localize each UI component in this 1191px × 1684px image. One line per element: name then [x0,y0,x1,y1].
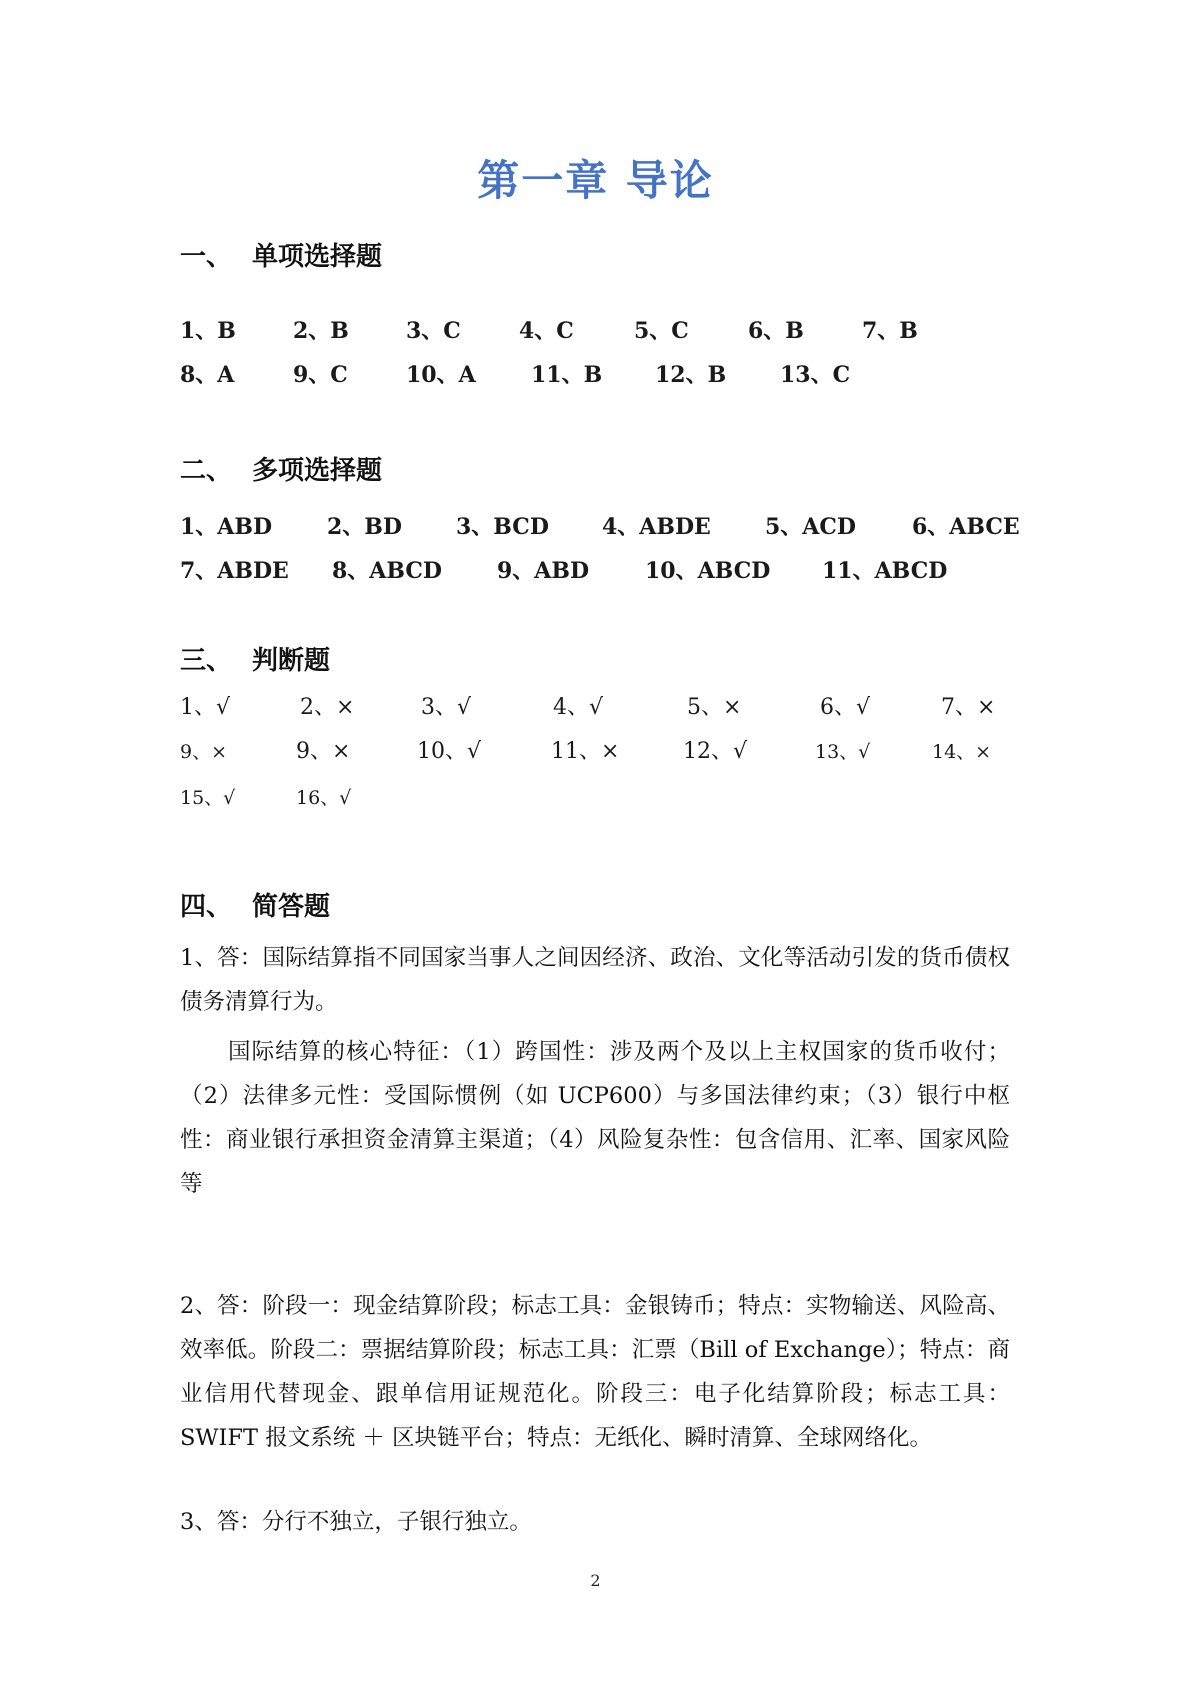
answer-item: 11、B [531,362,603,388]
answer-item: 6、√ [820,695,871,720]
answer-item: 13、√ [815,741,871,763]
answer-item: 7、ABDE [180,558,289,584]
answer-item: 3、BCD [456,514,549,540]
answer-item: 5、C [634,318,689,344]
answer-item: 2、× [300,695,355,720]
answer-item: 4、C [519,318,574,344]
answer-item: 1、√ [180,695,231,720]
section-heading-multi-choice [180,450,382,487]
answer-item: 10、ABCD [645,558,771,584]
answer-item: 2、BD [327,514,402,540]
section-number: 一、 [180,242,233,272]
section-heading-short-answer [180,886,330,923]
answer-item: 14、× [932,741,992,763]
answer-item: 9、× [180,741,228,763]
section-heading-single-choice [180,236,382,273]
section-title: 判断题 [252,646,331,676]
section-number: 四、 [180,892,233,922]
answer-item: 8、A [180,362,235,388]
answer-item: 4、ABDE [602,514,711,540]
answer-item: 2、B [293,318,349,344]
section-title: 单项选择题 [252,242,383,272]
answer-item: 9、ABD [497,558,590,584]
answer-item: 12、B [655,362,727,388]
answer-item: 3、√ [421,695,472,720]
answer-item: 9、C [293,362,348,388]
section-title: 简答题 [252,892,331,922]
answer-item: 4、√ [553,695,604,720]
answer-item: 16、√ [296,787,352,809]
answer-item: 8、ABCD [332,558,442,584]
page-number: 2 [590,1571,601,1590]
answer-paragraph: 1、答：国际结算指不同国家当事人之间因经济、政治、文化等活动引发的货币债权债务清算行为。 [180,945,1010,1015]
answer-item: 15、√ [180,787,236,809]
answer-item: 11、ABCD [822,558,948,584]
answer-item: 9、× [296,739,351,764]
answer-item: 3、C [406,318,461,344]
answer-item: 11、× [551,739,620,764]
answer-item: 6、B [748,318,804,344]
answer-item: 10、A [406,362,476,388]
answer-item: 6、ABCE [912,514,1020,540]
answer-item: 1、B [180,318,236,344]
answer-item: 7、× [941,695,996,720]
answer-item: 1、ABD [180,514,273,540]
answer-item: 5、× [687,695,742,720]
answer-item: 10、√ [417,739,482,764]
answer-paragraph: 国际结算的核心特征：（1）跨国性：涉及两个及以上主权国家的货币收付；（2）法律多元性：受国际惯例（如 UCP600）与多国法律约束；（3）银行中枢性：商业银行承担资金清算主渠道；（4）风险复杂性：包含信用、汇率、国家风险等 [180,1039,1010,1197]
section-title: 多项选择题 [252,456,383,486]
answer-paragraph: 3、答：分行不独立，子银行独立。 [180,1509,532,1535]
answer-item: 12、√ [683,739,748,764]
section-number: 三、 [180,646,233,676]
answer-item: 7、B [862,318,918,344]
chapter-title: 第一章 导论 [477,156,714,205]
section-number: 二、 [180,456,233,486]
answer-paragraph: 2、答：阶段一：现金结算阶段；标志工具：金银铸币；特点：实物输送、风险高、效率低。阶段二：票据结算阶段；标志工具：汇票（Bill of Exchange）；特点：商业信用代替现金、跟单信用证规范化。阶段三：电子化结算阶段；标志工具：SWIFT 报文系统 ＋ 区块链平台；特点：无纸化、瞬时清算、全球网络化。 [180,1293,1010,1451]
section-heading-true-false [180,640,330,677]
answer-item: 5、ACD [765,514,856,540]
answer-item: 13、C [780,362,851,388]
